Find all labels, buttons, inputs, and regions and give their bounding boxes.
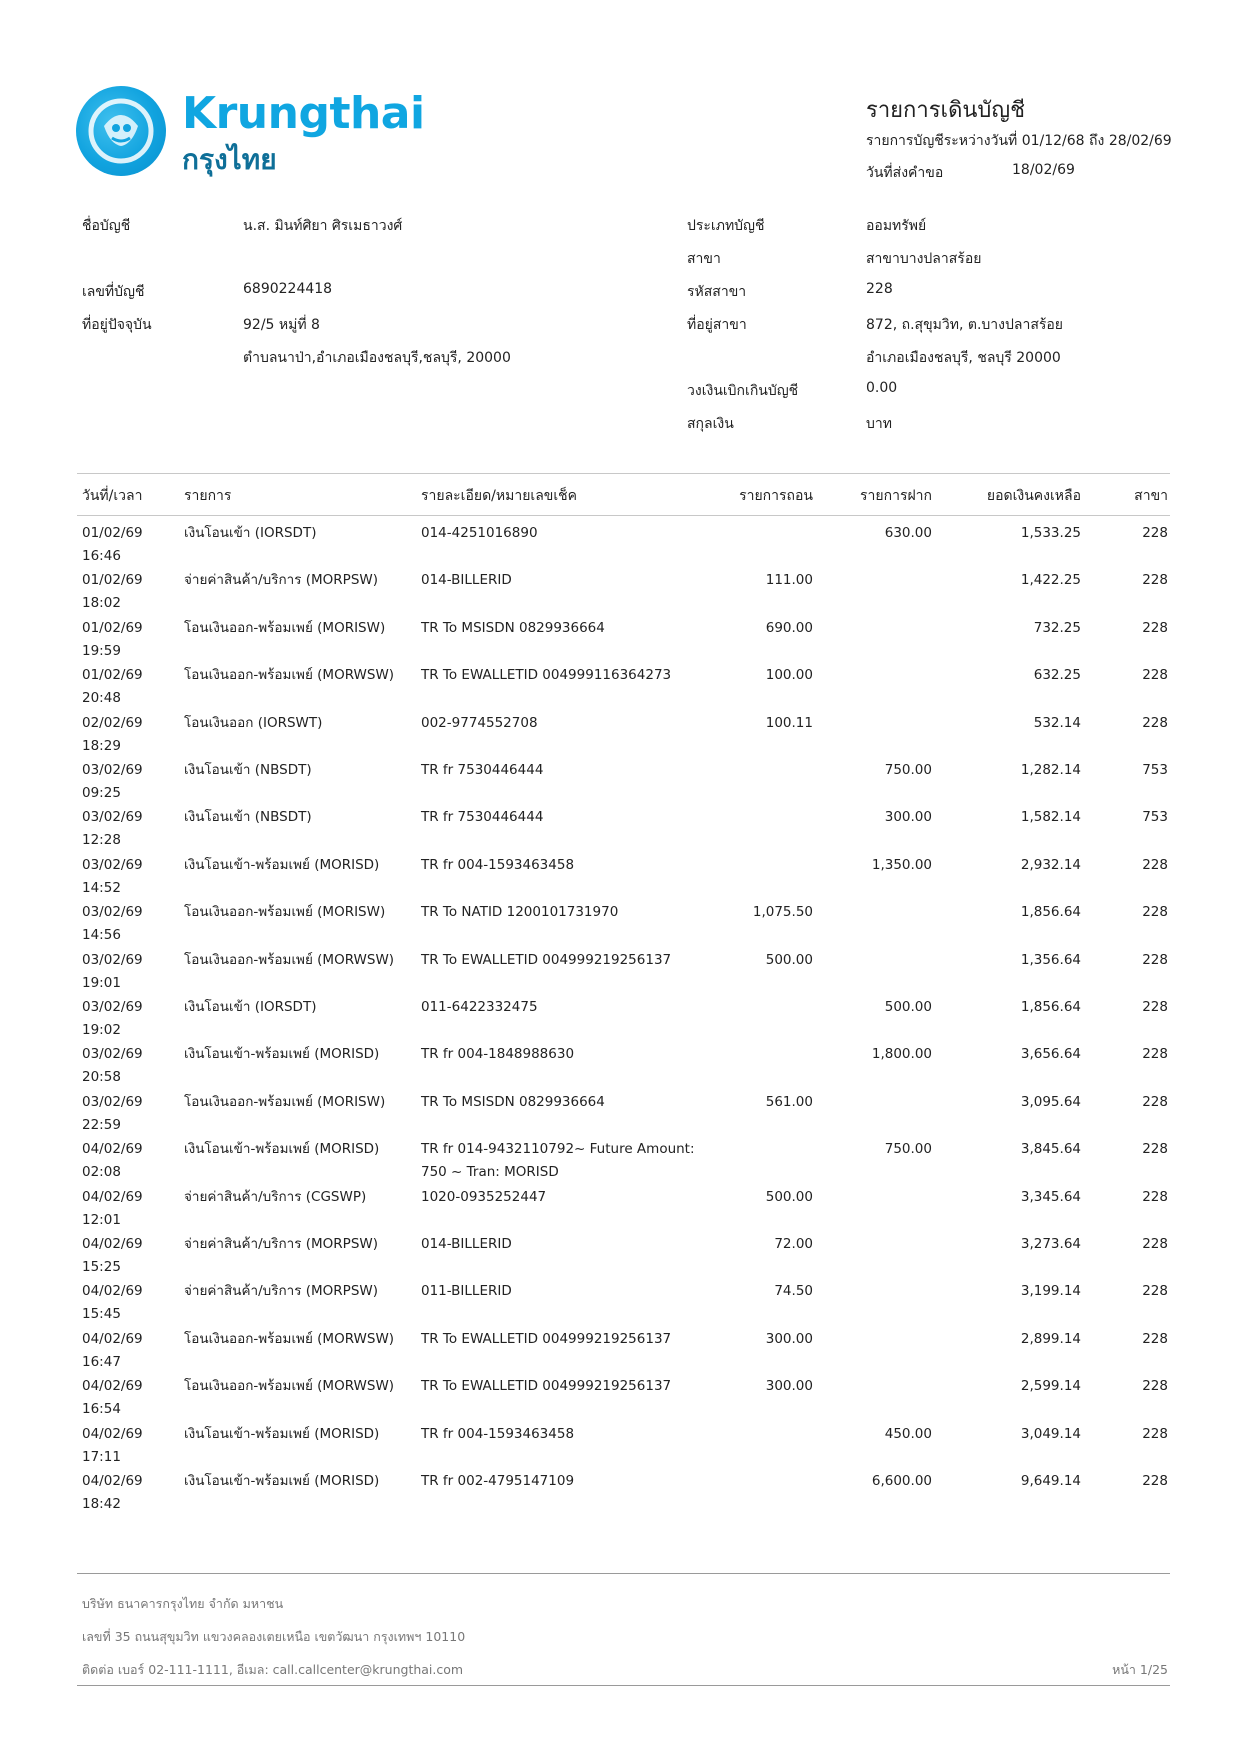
cell-deposit: 6,600.00	[871, 1473, 932, 1489]
cell-balance: 2,599.14	[1020, 1378, 1081, 1395]
cell-branch: 228	[1142, 1473, 1168, 1489]
cell-date: 03/02/69	[82, 809, 143, 826]
cell-branch: 228	[1142, 999, 1168, 1015]
cell-branch: 228	[1142, 856, 1168, 873]
cell-date: 03/02/69	[82, 1046, 143, 1063]
footer-address: เลขที่ 35 ถนนสุขุมวิท แขวงคลองเตยเหนือ เขตวัฒนา กรุงเทพฯ 10110	[82, 1629, 466, 1644]
period-from: 01/12/68	[1021, 133, 1085, 149]
table-row	[0, 949, 1240, 996]
cell-date: 04/02/69	[82, 1188, 143, 1205]
cell-transaction: เงินโอนเข้า-พร้อมเพย์ (MORISD)	[184, 1425, 380, 1442]
cell-deposit: 500.00	[884, 999, 932, 1015]
cell-branch: 228	[1142, 714, 1168, 731]
cell-balance: 1,856.64	[1020, 999, 1081, 1015]
cell-date: 01/02/69	[82, 667, 143, 684]
cell-detail: TR To EWALLETID 004999219256137	[421, 1378, 672, 1395]
cell-deposit: 450.00	[884, 1425, 932, 1442]
cell-date: 04/02/69	[82, 1283, 143, 1300]
col-header-balance: ยอดเงินคงเหลือ	[986, 488, 1081, 504]
request-date: 18/02/69	[1012, 162, 1075, 178]
cell-detail: TR fr 004-1848988630	[421, 1046, 575, 1063]
table-row	[0, 806, 1240, 853]
cell-detail: 1020-0935252447	[421, 1188, 547, 1205]
table-row	[0, 1138, 1240, 1185]
table-row	[0, 1470, 1240, 1517]
table-row	[0, 1186, 1240, 1233]
footer-contact: ติดต่อ เบอร์ 02-111-1111, อีเมล: call.callcenter@krungthai.com	[82, 1662, 464, 1677]
account-name-label: ชื่อบัญชี	[82, 218, 131, 234]
cell-balance: 3,095.64	[1020, 1093, 1081, 1110]
cell-branch: 228	[1142, 619, 1168, 636]
cell-balance: 1,356.64	[1020, 951, 1081, 968]
cell-date: 04/02/69	[82, 1378, 143, 1395]
cell-branch: 228	[1142, 1330, 1168, 1347]
table-top-rule	[77, 473, 1170, 474]
cell-branch: 228	[1142, 1046, 1168, 1063]
branch-code-label: รหัสสาขา	[687, 284, 747, 300]
cell-branch: 228	[1142, 951, 1168, 968]
cell-date: 02/02/69	[82, 714, 143, 731]
cell-time: 17:11	[82, 1448, 121, 1465]
cell-detail: 014-BILLERID	[421, 1236, 512, 1252]
cell-detail: 014-BILLERID	[421, 572, 512, 589]
cell-time: 15:45	[82, 1306, 121, 1323]
cell-date: 04/02/69	[82, 1330, 143, 1347]
statement-period	[866, 130, 1172, 152]
cell-date: 03/02/69	[82, 1093, 143, 1110]
period-label: รายการบัญชีระหว่างวันที่	[866, 133, 1018, 149]
brand-name-en: Krungthai	[182, 88, 425, 139]
cell-transaction: โอนเงินออก-พร้อมเพย์ (MORWSW)	[184, 1330, 395, 1347]
cell-date: 03/02/69	[82, 762, 143, 778]
account-type: ออมทรัพย์	[866, 218, 927, 234]
footer-company: บริษัท ธนาคารกรุงไทย จำกัด มหาชน	[82, 1596, 284, 1611]
period-to: 28/02/69	[1108, 133, 1172, 149]
cell-detail: TR fr 004-1593463458	[421, 1425, 575, 1442]
cell-withdraw: 300.00	[765, 1330, 813, 1347]
cell-time: 19:02	[82, 1022, 121, 1038]
cell-transaction: เงินโอนเข้า-พร้อมเพย์ (MORISD)	[184, 1473, 380, 1489]
cell-transaction: โอนเงินออก (IORSWT)	[184, 714, 323, 731]
cell-balance: 3,199.14	[1020, 1283, 1081, 1300]
col-header-branch: สาขา	[1134, 488, 1168, 504]
cell-transaction: เงินโอนเข้า (NBSDT)	[184, 762, 312, 778]
branch-address-line2: อำเภอเมืองชลบุรี, ชลบุรี 20000	[866, 350, 1061, 366]
branch-code: 228	[866, 281, 893, 297]
table-row	[0, 569, 1240, 616]
cell-branch: 228	[1142, 1425, 1168, 1442]
table-row	[0, 901, 1240, 948]
request-date-label: วันที่ส่งคำขอ	[866, 165, 944, 181]
cell-detail: 011-6422332475	[421, 999, 538, 1015]
cell-detail: TR fr 002-4795147109	[421, 1473, 575, 1489]
cell-deposit: 300.00	[884, 809, 932, 826]
cell-deposit: 1,350.00	[871, 856, 932, 873]
cell-branch: 228	[1142, 1093, 1168, 1110]
cell-time: 02:08	[82, 1164, 121, 1181]
cell-balance: 1,422.25	[1020, 572, 1081, 589]
cell-time: 18:29	[82, 737, 121, 754]
cell-transaction: จ่ายค่าสินค้า/บริการ (MORPSW)	[184, 1236, 379, 1252]
col-header-transaction: รายการ	[184, 488, 232, 504]
cell-time: 15:25	[82, 1259, 121, 1275]
cell-time: 19:59	[82, 642, 121, 659]
account-number: 6890224418	[243, 281, 333, 297]
cell-deposit: 750.00	[884, 762, 932, 778]
cell-detail: 002-9774552708	[421, 714, 538, 731]
cell-transaction: เงินโอนเข้า (NBSDT)	[184, 809, 312, 826]
cell-transaction: จ่ายค่าสินค้า/บริการ (MORPSW)	[184, 572, 379, 589]
cell-balance: 1,282.14	[1020, 762, 1081, 778]
cell-date: 03/02/69	[82, 999, 143, 1015]
cell-date: 04/02/69	[82, 1141, 143, 1158]
table-row	[0, 996, 1240, 1043]
cell-detail: TR To EWALLETID 004999219256137	[421, 951, 672, 968]
table-row	[0, 617, 1240, 664]
account-number-label: เลขที่บัญชี	[82, 284, 145, 300]
cell-balance: 3,049.14	[1020, 1425, 1081, 1442]
cell-withdraw: 100.11	[765, 714, 813, 731]
cell-withdraw: 561.00	[765, 1093, 813, 1110]
cell-date: 03/02/69	[82, 951, 143, 968]
cell-balance: 632.25	[1033, 667, 1081, 684]
cell-time: 22:59	[82, 1116, 121, 1133]
table-row	[0, 1280, 1240, 1327]
krungthai-logo-icon	[76, 86, 166, 176]
cell-time: 18:02	[82, 595, 121, 612]
table-row	[0, 1328, 1240, 1375]
cell-deposit: 1,800.00	[871, 1046, 932, 1063]
cell-balance: 1,582.14	[1020, 809, 1081, 826]
table-row	[0, 1043, 1240, 1090]
cell-transaction: โอนเงินออก-พร้อมเพย์ (MORISW)	[184, 619, 386, 636]
address-line1: 92/5 หมู่ที่ 8	[243, 317, 320, 333]
cell-detail: TR fr 004-1593463458	[421, 856, 575, 873]
currency: บาท	[866, 416, 892, 432]
col-header-datetime: วันที่/เวลา	[82, 488, 143, 504]
branch-address-line1: 872, ถ.สุขุมวิท, ต.บางปลาสร้อย	[866, 317, 1064, 333]
cell-branch: 228	[1142, 525, 1168, 541]
cell-time: 18:42	[82, 1496, 121, 1512]
cell-detail: TR To EWALLETID 004999116364273	[421, 667, 672, 684]
cell-detail: TR To NATID 1200101731970	[421, 904, 619, 921]
account-name: น.ส. มินท์ศิยา ศิรเมธาวงศ์	[243, 218, 403, 234]
cell-balance: 3,273.64	[1020, 1236, 1081, 1252]
cell-balance: 532.14	[1033, 714, 1081, 731]
table-row	[0, 759, 1240, 806]
cell-detail: TR fr 014-9432110792~ Future Amount:	[421, 1141, 695, 1158]
table-row	[0, 1375, 1240, 1422]
cell-withdraw: 500.00	[765, 951, 813, 968]
cell-transaction: จ่ายค่าสินค้า/บริการ (MORPSW)	[184, 1283, 379, 1300]
address-label: ที่อยู่ปัจจุบัน	[82, 317, 152, 333]
cell-time: 09:25	[82, 785, 121, 801]
table-row	[0, 522, 1240, 569]
cell-date: 01/02/69	[82, 619, 143, 636]
cell-balance: 2,932.14	[1020, 856, 1081, 873]
cell-detail: 011-BILLERID	[421, 1283, 512, 1300]
cell-transaction: เงินโอนเข้า-พร้อมเพย์ (MORISD)	[184, 1141, 380, 1158]
account-type-label: ประเภทบัญชี	[687, 218, 765, 234]
cell-transaction: โอนเงินออก-พร้อมเพย์ (MORWSW)	[184, 951, 395, 968]
cell-balance: 1,533.25	[1020, 525, 1081, 541]
cell-balance: 3,845.64	[1020, 1141, 1081, 1158]
cell-detail: TR To EWALLETID 004999219256137	[421, 1330, 672, 1347]
cell-withdraw: 100.00	[765, 667, 813, 684]
overdraft-label: วงเงินเบิกเกินบัญชี	[687, 383, 799, 399]
table-row	[0, 1091, 1240, 1138]
cell-branch: 753	[1142, 762, 1168, 778]
cell-transaction: เงินโอนเข้า-พร้อมเพย์ (MORISD)	[184, 1046, 380, 1063]
cell-transaction: เงินโอนเข้า-พร้อมเพย์ (MORISD)	[184, 856, 380, 873]
col-header-deposit: รายการฝาก	[860, 488, 932, 504]
cell-detail: TR fr 7530446444	[421, 809, 544, 826]
period-to-label: ถึง	[1089, 133, 1105, 149]
cell-date: 04/02/69	[82, 1425, 143, 1442]
cell-transaction: โอนเงินออก-พร้อมเพย์ (MORISW)	[184, 1093, 386, 1110]
cell-date: 03/02/69	[82, 856, 143, 873]
table-row	[0, 1233, 1240, 1280]
table-header-rule	[77, 515, 1170, 516]
cell-date: 04/02/69	[82, 1473, 143, 1489]
cell-withdraw: 1,075.50	[752, 904, 813, 921]
cell-transaction: จ่ายค่าสินค้า/บริการ (CGSWP)	[184, 1188, 367, 1205]
cell-transaction: โอนเงินออก-พร้อมเพย์ (MORWSW)	[184, 667, 395, 684]
cell-date: 04/02/69	[82, 1236, 143, 1252]
cell-date: 03/02/69	[82, 904, 143, 921]
footer-top-rule	[77, 1573, 1170, 1574]
cell-transaction: เงินโอนเข้า (IORSDT)	[184, 999, 317, 1015]
cell-time: 16:46	[82, 548, 121, 564]
cell-branch: 228	[1142, 572, 1168, 589]
cell-time: 16:54	[82, 1401, 121, 1418]
cell-branch: 228	[1142, 1141, 1168, 1158]
cell-balance: 9,649.14	[1020, 1473, 1081, 1489]
brand-name-th: กรุงไทย	[182, 143, 277, 176]
cell-date: 01/02/69	[82, 525, 143, 541]
table-row	[0, 854, 1240, 901]
cell-time: 16:47	[82, 1353, 121, 1370]
overdraft-limit: 0.00	[866, 380, 898, 396]
cell-branch: 228	[1142, 667, 1168, 684]
cell-withdraw: 74.50	[774, 1283, 813, 1300]
table-row	[0, 1423, 1240, 1470]
cell-time: 19:01	[82, 974, 121, 991]
cell-balance: 3,345.64	[1020, 1188, 1081, 1205]
cell-deposit: 630.00	[884, 525, 932, 541]
currency-label: สกุลเงิน	[687, 416, 734, 432]
cell-date: 01/02/69	[82, 572, 143, 589]
cell-withdraw: 72.00	[774, 1236, 813, 1252]
page-number: หน้า 1/25	[1112, 1662, 1168, 1677]
cell-withdraw: 111.00	[765, 572, 813, 589]
cell-balance: 3,656.64	[1020, 1046, 1081, 1063]
cell-time: 14:56	[82, 927, 121, 944]
cell-detail-line2: 750 ~ Tran: MORISD	[421, 1164, 559, 1181]
cell-deposit: 750.00	[884, 1141, 932, 1158]
cell-transaction: โอนเงินออก-พร้อมเพย์ (MORISW)	[184, 904, 386, 921]
address-line2: ตำบลนาป่า,อำเภอเมืองชลบุรี,ชลบุรี, 20000	[243, 350, 511, 366]
cell-time: 12:28	[82, 832, 121, 849]
cell-time: 12:01	[82, 1211, 121, 1228]
branch-address-label: ที่อยู่สาขา	[687, 317, 747, 333]
cell-balance: 1,856.64	[1020, 904, 1081, 921]
col-header-detail: รายละเอียด/หมายเลขเช็ค	[421, 488, 577, 504]
cell-withdraw: 500.00	[765, 1188, 813, 1205]
cell-withdraw: 690.00	[765, 619, 813, 636]
cell-withdraw: 300.00	[765, 1378, 813, 1395]
cell-branch: 228	[1142, 904, 1168, 921]
cell-branch: 228	[1142, 1236, 1168, 1252]
branch-label: สาขา	[687, 251, 721, 267]
cell-transaction: โอนเงินออก-พร้อมเพย์ (MORWSW)	[184, 1378, 395, 1395]
col-header-withdraw: รายการถอน	[739, 488, 813, 504]
cell-detail: TR To MSISDN 0829936664	[421, 1093, 605, 1110]
cell-detail: TR To MSISDN 0829936664	[421, 619, 605, 636]
cell-detail: 014-4251016890	[421, 525, 538, 541]
cell-transaction: เงินโอนเข้า (IORSDT)	[184, 525, 317, 541]
footer-bottom-rule	[77, 1685, 1170, 1686]
cell-time: 14:52	[82, 879, 121, 896]
table-row	[0, 712, 1240, 759]
cell-branch: 228	[1142, 1188, 1168, 1205]
cell-balance: 2,899.14	[1020, 1330, 1081, 1347]
cell-time: 20:48	[82, 690, 121, 707]
cell-detail: TR fr 7530446444	[421, 762, 544, 778]
cell-time: 20:58	[82, 1069, 121, 1086]
cell-branch: 753	[1142, 809, 1168, 826]
cell-branch: 228	[1142, 1283, 1168, 1300]
branch: สาขาบางปลาสร้อย	[866, 251, 982, 267]
table-row	[0, 664, 1240, 711]
cell-balance: 732.25	[1033, 619, 1081, 636]
document-title: รายการเดินบัญชี	[866, 98, 1026, 123]
cell-branch: 228	[1142, 1378, 1168, 1395]
